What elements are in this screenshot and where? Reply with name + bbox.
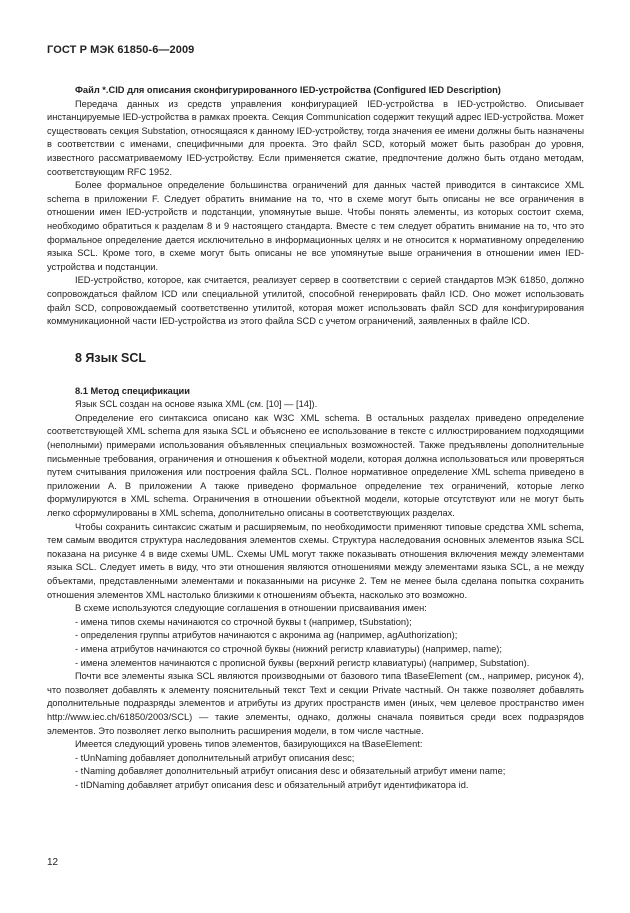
paragraph: Имеется следующий уровень типов элементов, базирующихся на tBaseElement:	[75, 739, 423, 750]
naming-list-item: - имена атрибутов начинаются со строчной буквы (нижний регистр клавиатуры) (например, name);	[75, 643, 502, 654]
paragraph: Чтобы сохранить синтаксис сжатым и расширяемым, по необходимости применяют типовые средства XML schema, тем самым вводится структура наследования элементов схемы. Структура наследования основных элементов языка SCL показана на рисунке 4 в виде схемы UML. Схемы UML могут также показывать отношения включения между элементами языка SCL. Следует иметь в виду, что эти отношения являются отношениями между элементами языка SCL, а не между объектами, представленными элементами и показанными на рисунке 2. Тем не менее была сделана попытка сохранить отношения элементов XML настолько близкими к отношениям объекта, насколько это возможно.	[47, 521, 584, 600]
subsection-cid-heading: Файл *.CID для описания сконфигурированного IED-устройства (Configured IED Description)	[75, 85, 501, 95]
naming-list-item: - определения группы атрибутов начинаются с акронима ag (например, agAuthorization);	[75, 630, 458, 641]
page-number: 12	[47, 857, 59, 868]
paragraph: IED-устройство, которое, как считается, реализует сервер в соответствии с серией стандартов МЭК 61850, должно сопровождаться файлом ICD или специальной утилитой, способной генерировать файл ICD. Оно может использовать файл SCD, сопровождаемый соответственно утилитой, которая может использовать файл SCD для конфигурирования коммуникационной части IED-устройства из этого файла SCD с учетом ограничений, заявленных в файле ICD.	[47, 275, 584, 327]
paragraph: Более формальное определение большинства ограничений для данных частей приводится в синтаксисе XML schema в приложении F. Следует обратить внимание на то, что в схеме могут быть описаны не все ограничения в отношении имен IED-устройств и подстанции, упомянутые выше. Чтобы понять элементы, из которых состоит схема, необходимо обратиться к разделам 8 и 9 настоящего стандарта. Вместе с тем следует обратить внимание на то, что это формальное определение дается исключительно в информационных целях и не относится к нормативному определению языка SCL. Кроме того, в схеме могут быть описаны не все упомянутые выше ограничения в отношении имен IED-устройства и подстанции.	[47, 180, 584, 272]
naming-list-item: - имена элементов начинаются с прописной буквы (верхний регистр клавиатуры) (например, Substation).	[75, 657, 530, 668]
paragraph: Почти все элементы языка SCL являются производными от базового типа tBaseElement (см., например, рисунок 4), что позволяет добавлять к элементу пояснительный текст Text и секции Private частный. Он также позволяет добавлять дополнительные подразряды элементов и атрибуты из других пространств имен (иных, чем целевое пространство имен http://www.iec.ch/61850/2003/SCL) — такие элементы, однако, должны сначала появиться среди всех подразрядов элементов. Это позволяет легко выполнить расширения модели, в том числе частные.	[47, 671, 584, 736]
paragraph: Язык SCL создан на основе языка XML (см. [10] — [14]).	[75, 399, 318, 410]
type-list-item: - tUnNaming добавляет дополнительный атрибут описания desc;	[75, 752, 355, 763]
paragraph: Передача данных из средств управления конфигурацией IED-устройства в IED-устройство. Описывает инстанцируемые IED-устройства в рамках проекта. Секция Communication содержит текущий адрес IED-устройства. Может существовать секция Substation, относящаяся к данному IED-устройству, тогда значения ее имени должны быть назначены в соответствии с именами, специфичными для проекта. Это файл SCD, который может быть разобран до уровня, известного рассматриваемому IED-устройству. Если применяется сжатие, предпочтение должно быть отдано методам, соответствующим RFC 1952.	[47, 98, 584, 177]
type-list-item: - tNaming добавляет дополнительный атрибут описания desc и обязательный атрибут имени name;	[75, 766, 506, 777]
paragraph: В схеме используются следующие соглашения в отношении присваивания имен:	[75, 603, 427, 614]
subsection-8-1-heading: 8.1 Метод спецификации	[75, 385, 190, 396]
document-body	[47, 84, 584, 793]
paragraph: Определение его синтаксиса описано как W3C XML schema. В остальных разделах приведено определение соответствующей XML schema для языка SCL и объяснено ее использование в тексте с иллюстрированием подходящими (неполными) примерами использования объявленных специальных возможностей. Также предъявлены дополнительные письменные требования, ограничения и отношения к объектной модели, которая должна использоваться или проверяться путем считывания приложения или построения файла SCL. Полное нормативное определение XML schema приведено в приложении А. В приложении А также приведено формальное определение тех ограничений, которые легко формулируются в XML schema. Ограничения в отношении объектной модели, которые отсутствуют или не могут быть легко сформулированы в XML schema, дополнительно описаны в соответствующих разделах.	[47, 412, 584, 519]
section-8-heading: 8 Язык SCL	[75, 350, 147, 365]
naming-list-item: - имена типов схемы начинаются со строчной буквы t (например, tSubstation);	[75, 616, 412, 627]
type-list-item: - tIDNaming добавляет атрибут описания desc и обязательный атрибут идентификатора id.	[75, 779, 469, 790]
page-header: ГОСТ Р МЭК 61850-6—2009	[47, 44, 195, 56]
